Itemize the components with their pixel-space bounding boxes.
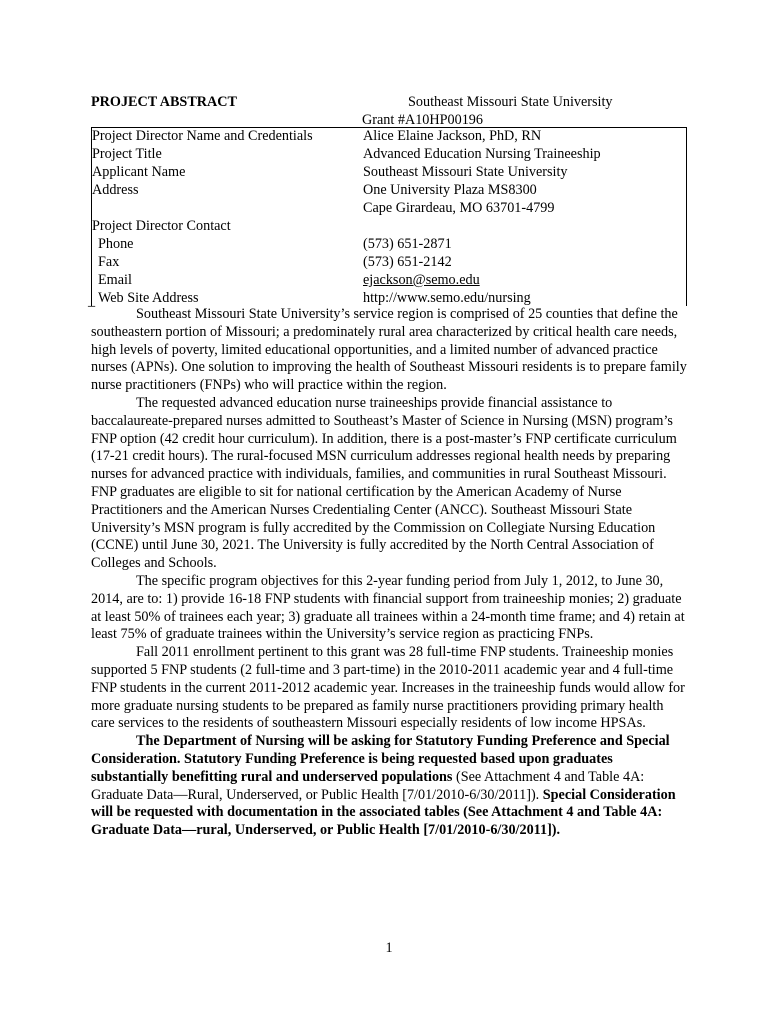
project-info-box: [88, 127, 687, 309]
phone-label: Phone: [98, 236, 134, 252]
fax-value: (573) 651-2142: [363, 254, 452, 270]
email-label: Email: [98, 272, 132, 288]
contact-label: Project Director Contact: [92, 218, 231, 234]
address-line1: One University Plaza MS8300: [363, 182, 537, 198]
document-page: [88, 92, 687, 956]
paragraph-traineeships: The requested advanced education nurse traineeships provide financial assistance to baccalaureate-prepared nurses admitted to Southeast’s Master of Science in Nursing (MSN) program’s FNP option (42 credit hour curriculum). In addition, there is a post-master’s FNP certificate curriculum (17-21 credit hours). The rural-focused MSN curriculum addresses regional health needs by preparing nurses for advanced practice with individuals, families, and communities in rural Southeast Missouri. FNP graduates are eligible to sit for national certification by the American Academy of Nurse Practitioners and the American Nurses Credentialing Center (ANCC). Southeast Missouri State University’s MSN program is fully accredited by the Commission on Collegiate Nursing Education (CCNE) until June 30, 2021. The University is fully accredited by the North Central Association of Colleges and Schools.: [91, 394, 677, 572]
page-number: 1: [385, 940, 393, 956]
special-consideration-bold: Special Consideration will be requested with documentation in the associated tables (See Attachment 4 and Table 4A: Graduate Data—rural, Underserved, or Public Health [7/01/2010-6/30/2011]).: [91, 786, 676, 839]
abstract-body: [91, 306, 687, 840]
paragraph-objectives: The specific program objectives for this 2-year funding period from July 1, 2012, to June 30, 2014, are to: 1) provide 16-18 FNP students with financial support from traineeship monies; 2) graduate at least 50% of trainees each year; 3) graduate all trainees within a 24-month time frame; and 4) retain at least 75% of graduate trainees within the University’s service region as practicing FNPs.: [91, 572, 685, 643]
title-label: Project Title: [92, 146, 162, 162]
web-address[interactable]: http://www.semo.edu/nursing: [363, 290, 531, 306]
email-link[interactable]: ejackson@semo.edu: [363, 272, 480, 288]
director-value: Alice Elaine Jackson, PhD, RN: [363, 128, 542, 144]
title-value: Advanced Education Nursing Traineeship: [363, 146, 601, 162]
applicant-label: Applicant Name: [92, 164, 186, 180]
paragraph-service-region: Southeast Missouri State University’s service region is comprised of 25 counties that define the southeastern portion of Missouri; a predominately rural area characterized by critical health care needs, high levels of poverty, limited educational opportunities, and a limited number of advanced practice nurses (APNs). One solution to improving the health of Southeast Missouri residents is to prepare family nurse practitioners (FNPs) who will practice within the region.: [91, 306, 687, 394]
grant-number: Grant #A10HP00196: [362, 112, 483, 128]
director-label: Project Director Name and Credentials: [92, 128, 313, 144]
applicant-value: Southeast Missouri State University: [363, 164, 568, 180]
fax-label: Fax: [98, 254, 120, 270]
phone-value: (573) 651-2871: [363, 236, 452, 252]
abstract-header: [91, 92, 687, 127]
institution-name: Southeast Missouri State University: [408, 94, 613, 110]
funding-preference-reference: (See Attachment 4 and Table 4A: Graduate Data—Rural, Underserved, or Public Health [7/01/2010-6/30/2011]).: [91, 768, 645, 803]
paragraph-funding-preference: [91, 733, 687, 840]
abstract-title: PROJECT ABSTRACT: [91, 94, 237, 110]
paragraph-enrollment: Fall 2011 enrollment pertinent to this grant was 28 full-time FNP students. Traineeship monies supported 5 FNP students (2 full-time and 3 part-time) in the 2010-2011 academic year and 4 full-time FNP students in the current 2011-2012 academic year. Increases in the traineeship funds would allow for more graduate nursing students to be prepared as family nurse practitioners providing primary health care services to the residents of southeastern Missouri especially residents of low income HPSAs.: [91, 644, 685, 732]
address-label: Address: [92, 182, 139, 198]
funding-preference-bold: The Department of Nursing will be asking for Statutory Funding Preference and Special Consideration. Statutory Funding Preference is being requested based upon graduates substantially benefitting rural and underserved populations: [91, 733, 670, 785]
web-label: Web Site Address: [98, 290, 199, 306]
address-line2: Cape Girardeau, MO 63701-4799: [363, 200, 555, 216]
dash-mark: _: [88, 293, 96, 309]
